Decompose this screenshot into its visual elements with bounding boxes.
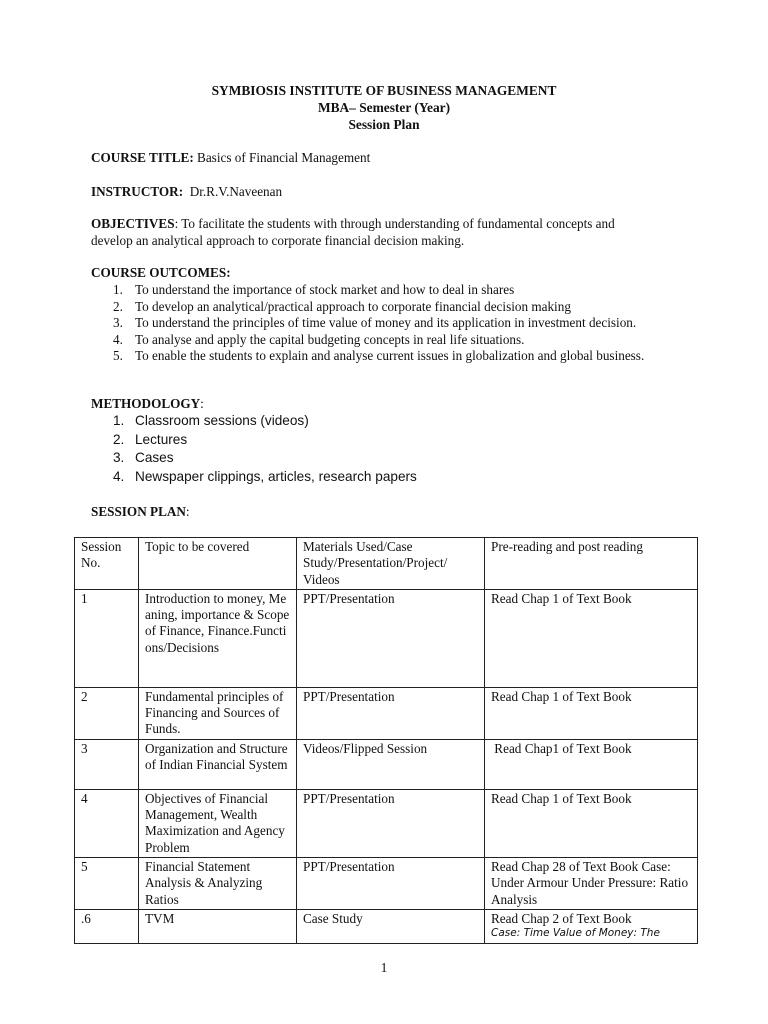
column-header: Session No. bbox=[75, 538, 139, 590]
table-row bbox=[75, 687, 698, 739]
session-plan-table bbox=[74, 537, 698, 944]
column-header: Pre-reading and post reading bbox=[485, 538, 698, 590]
course-outcomes-list bbox=[113, 282, 644, 365]
session-topic: Organization and Structure of Indian Financial System bbox=[139, 739, 297, 789]
course-title-value: Basics of Financial Management bbox=[193, 150, 371, 165]
session-reading: Read Chap 2 of Text Book bbox=[491, 910, 632, 926]
methodology-list bbox=[113, 412, 417, 486]
list-item: 1. To understand the importance of stock market and how to deal in shares bbox=[113, 282, 515, 297]
course-outcomes-heading: COURSE OUTCOMES: bbox=[91, 265, 231, 280]
session-number: 2 bbox=[75, 687, 139, 739]
column-header: Materials Used/Case Study/Presentation/Project/ Videos bbox=[297, 538, 485, 590]
session-number: 3 bbox=[75, 739, 139, 789]
session-topic: Fundamental principles of Financing and Sources of Funds. bbox=[139, 687, 297, 739]
page-number: 1 bbox=[380, 960, 388, 975]
table-row bbox=[75, 909, 698, 943]
session-materials: PPT/Presentation bbox=[297, 857, 485, 909]
institute-name: SYMBIOSIS INSTITUTE OF BUSINESS MANAGEMENT bbox=[211, 83, 557, 98]
session-reading: Read Chap1 of Text Book bbox=[485, 739, 698, 789]
session-materials: PPT/Presentation bbox=[297, 687, 485, 739]
session-reading: Read Chap 1 of Text Book bbox=[485, 789, 698, 857]
session-materials: PPT/Presentation bbox=[297, 589, 485, 687]
list-item: 4. To analyse and apply the capital budgeting concepts in real life situations. bbox=[113, 331, 525, 347]
session-topic: Introduction to money, Meaning, importance & Scope of Finance, Finance.Functions/Decisions bbox=[139, 589, 297, 687]
session-reading-cell bbox=[485, 909, 698, 943]
session-reading: Read Chap 1 of Text Book bbox=[485, 589, 698, 687]
session-number: 1 bbox=[75, 589, 139, 687]
objectives-label: OBJECTIVES bbox=[91, 216, 175, 231]
methodology-heading: METHODOLOGY: bbox=[91, 396, 204, 411]
course-title bbox=[91, 150, 681, 167]
session-materials: PPT/Presentation bbox=[297, 789, 485, 857]
objectives bbox=[91, 216, 651, 249]
instructor bbox=[91, 184, 681, 201]
list-item: 4. Newspaper clippings, articles, research papers bbox=[113, 468, 417, 484]
session-plan-heading: SESSION PLAN: bbox=[91, 504, 190, 519]
document-title: Session Plan bbox=[348, 117, 420, 132]
session-reading: Read Chap 1 of Text Book bbox=[485, 687, 698, 739]
table-row bbox=[75, 857, 698, 909]
session-reading: Read Chap 28 of Text Book Case: Under Armour Under Pressure: Ratio Analysis bbox=[485, 857, 698, 909]
list-item: 5. To enable the students to explain and analyse current issues in globalization and global business. bbox=[113, 348, 645, 363]
session-topic: Objectives of Financial Management, Wealth Maximization and Agency Problem bbox=[139, 789, 297, 857]
list-item: 1. Classroom sessions (videos) bbox=[113, 413, 309, 428]
instructor-label: INSTRUCTOR: bbox=[91, 184, 184, 199]
table-row bbox=[75, 739, 698, 789]
list-item: 3. Cases bbox=[113, 450, 174, 465]
course-title-label: COURSE TITLE: bbox=[91, 150, 194, 165]
session-number: 5 bbox=[75, 857, 139, 909]
column-header: Topic to be covered bbox=[139, 538, 297, 590]
table-header-row bbox=[75, 538, 698, 590]
session-materials: Case Study bbox=[297, 909, 485, 943]
objectives-text: : To facilitate the students with through understanding of fundamental concepts and develop an analytical approach to corporate financial decision making. bbox=[91, 216, 615, 248]
table-row bbox=[75, 789, 698, 857]
list-item: 3. To understand the principles of time value of money and its application in investment decision. bbox=[113, 315, 637, 330]
program-name: MBA– Semester (Year) bbox=[317, 100, 451, 115]
session-reading-note: Case: Time Value of Money: The bbox=[491, 927, 660, 940]
session-materials: Videos/Flipped Session bbox=[297, 739, 485, 789]
session-topic: TVM bbox=[139, 909, 297, 943]
session-number: 4 bbox=[75, 789, 139, 857]
list-item: 2. To develop an analytical/practical approach to corporate financial decision making bbox=[113, 298, 571, 314]
session-number: .6 bbox=[75, 909, 139, 943]
session-topic: Financial Statement Analysis & Analyzing Ratios bbox=[139, 857, 297, 909]
list-item: 2. Lectures bbox=[113, 431, 188, 447]
instructor-value: Dr.R.V.Naveenan bbox=[183, 184, 283, 199]
table-row bbox=[75, 589, 698, 687]
